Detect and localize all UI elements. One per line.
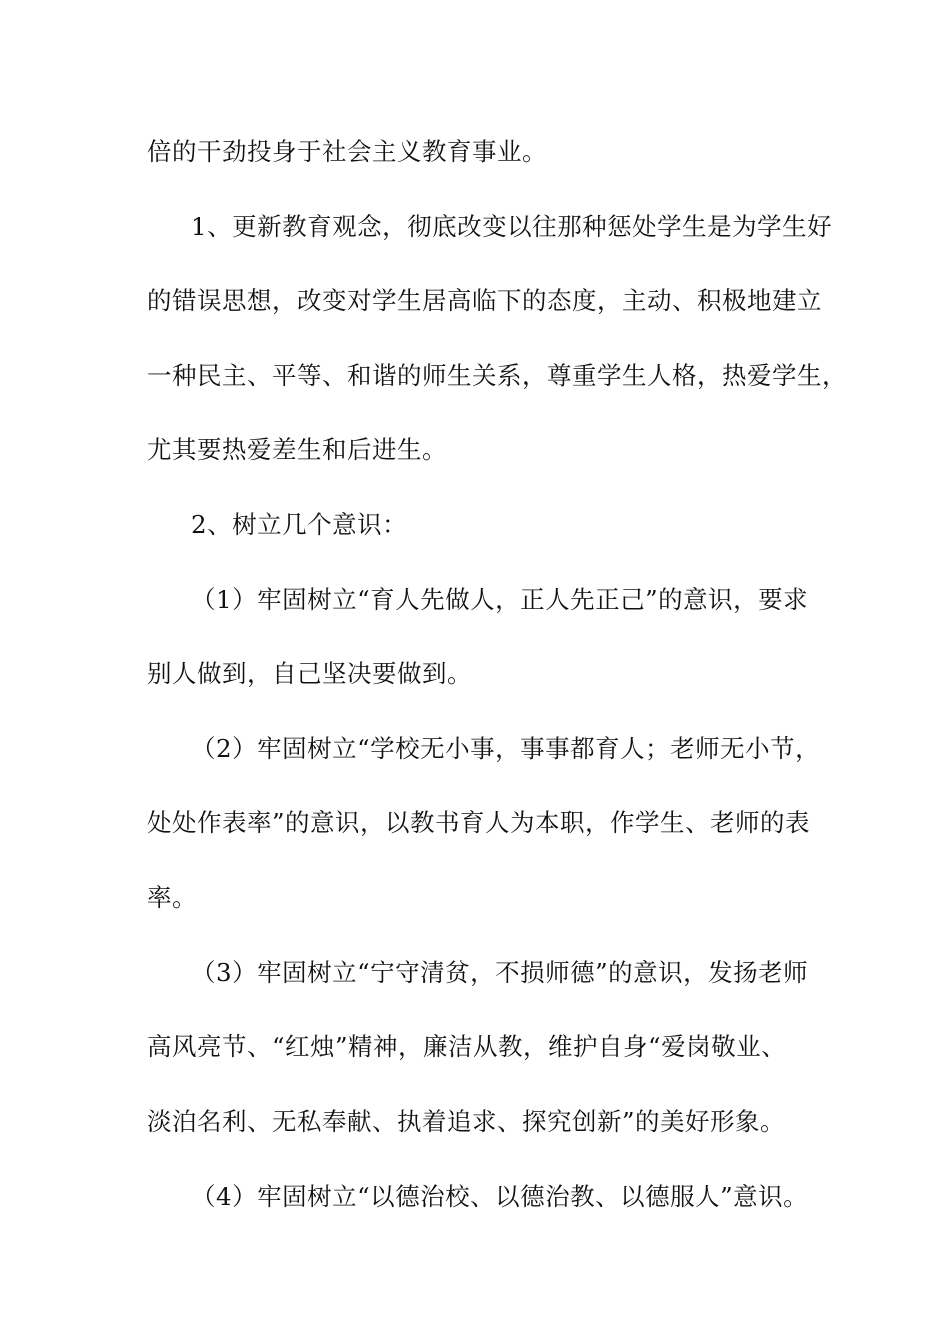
text-line-3: 的错误思想，改变对学生居高临下的态度，主动、积极地建立	[147, 286, 822, 315]
text-line-2: 1、更新教育观念，彻底改变以往那种惩处学生是为学生好	[191, 212, 833, 241]
text-line-6: 2、树立几个意识：	[191, 510, 408, 539]
text-line-5: 尤其要热爱差生和后进生。	[147, 435, 447, 464]
text-line-9: （2）牢固树立“学校无小事，事事都育人；老师无小节，	[191, 734, 821, 763]
text-line-14: 淡泊名利、无私奉献、执着追求、探究创新”的美好形象。	[147, 1107, 786, 1136]
text-line-15: （4）牢固树立“以德治校、以德治教、以德服人”意识。	[191, 1182, 809, 1211]
text-line-10: 处处作表率”的意识，以教书育人为本职，作学生、老师的表	[147, 808, 811, 837]
text-line-1: 倍的干劲投身于社会主义教育事业。	[147, 137, 547, 166]
text-line-11: 率。	[147, 883, 197, 912]
text-line-7: （1）牢固树立“育人先做人，正人先正己”的意识，要求	[191, 585, 809, 614]
text-line-12: （3）牢固树立“宁守清贫，不损师德”的意识，发扬老师	[191, 958, 809, 987]
text-line-4: 一种民主、平等、和谐的师生关系，尊重学生人格，热爱学生，	[147, 361, 847, 390]
text-line-13: 高风亮节、“红烛”精神，廉洁从教，维护自身“爱岗敬业、	[147, 1032, 787, 1061]
text-line-8: 别人做到，自己坚决要做到。	[147, 659, 472, 688]
